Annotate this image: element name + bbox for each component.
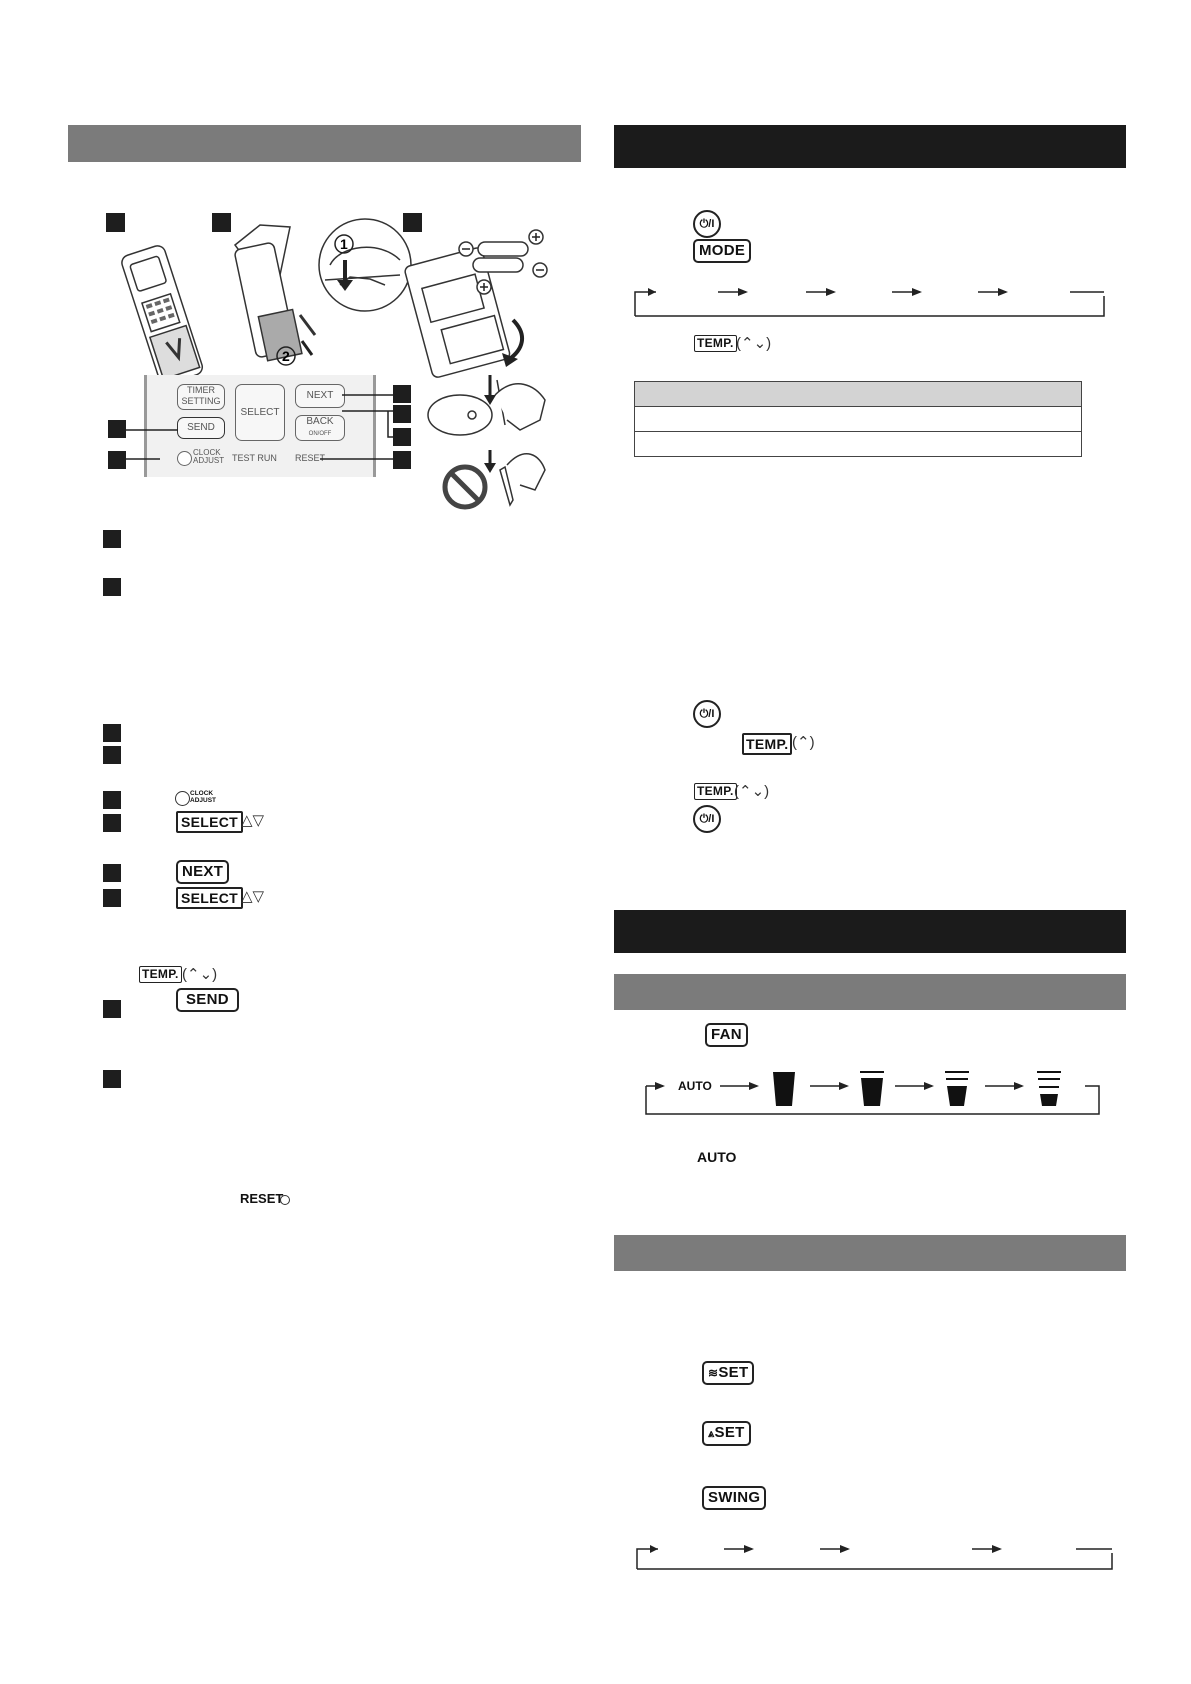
swing-button[interactable]: SWING [702, 1486, 766, 1510]
step-marker-9 [103, 1000, 121, 1018]
keypad-callout-lines [100, 375, 360, 495]
right-section-header [614, 125, 1126, 168]
select-arrows-2: △▽ [241, 888, 265, 905]
temp-button-right-3[interactable]: TEMP. [694, 783, 737, 800]
clock-adjust-inline-circle [175, 791, 190, 806]
swing-cycle-diagram [636, 1543, 1116, 1575]
temp-up-right-2: (⌃) [792, 734, 815, 751]
send-button[interactable]: SEND [176, 988, 239, 1012]
table-header-row [635, 382, 1082, 407]
send-key-label: SEND [187, 422, 215, 433]
mode-button[interactable]: MODE [693, 239, 751, 263]
callout-marker-back [393, 428, 411, 446]
step-marker-5 [103, 791, 121, 809]
right-subsection-header-fan [614, 974, 1126, 1010]
select-arrows-1: △▽ [241, 812, 265, 829]
table-row [635, 407, 1082, 432]
step-marker-3 [103, 724, 121, 742]
reset-hole-icon [280, 1195, 290, 1205]
battery-insert-illustration [418, 225, 568, 375]
table-header-cell [635, 382, 1082, 407]
fan-cycle-auto-label: AUTO [678, 1079, 712, 1093]
step-marker-2 [103, 578, 121, 596]
table-cell [635, 432, 1082, 457]
horizontal-set-button[interactable] [702, 1421, 751, 1446]
timer-setting-key-label: TIMER SETTING [181, 385, 221, 406]
vertical-set-button[interactable] [702, 1361, 754, 1385]
callout-marker-send [108, 420, 126, 438]
remote-hand-illustration [220, 215, 420, 365]
next-key-label: NEXT [306, 390, 334, 401]
right-subsection-header-airflow [614, 1235, 1126, 1271]
step-marker-6 [103, 814, 121, 832]
temp-button-right-2[interactable]: TEMP. [742, 733, 792, 755]
pen-reset-illustration [425, 375, 555, 515]
remote-cover-illustration [110, 240, 230, 390]
step-marker-7 [103, 864, 121, 882]
step-2-label: 2 [282, 348, 290, 364]
temp-arrows-right-3: (⌃⌄) [734, 783, 770, 800]
fan-speed-cycle-diagram [645, 1068, 1105, 1120]
power-button-1[interactable]: ⏻/I [693, 210, 721, 238]
left-section-header [68, 125, 581, 162]
vertical-airflow-icon: ≋ [708, 1366, 719, 1380]
callout-marker-reset [393, 451, 411, 469]
select-button-1[interactable]: SELECT [176, 811, 243, 833]
step-marker-8 [103, 889, 121, 907]
power-button-2[interactable]: ⏻/I [693, 700, 721, 728]
select-button-2[interactable]: SELECT [176, 887, 243, 909]
clock-adjust-text: CLOCK ADJUST [193, 448, 225, 465]
next-button[interactable]: NEXT [176, 860, 229, 884]
vertical-set-label: SET [718, 1364, 749, 1381]
temp-button-right-1[interactable]: TEMP. [694, 335, 737, 352]
right-section-header-2 [614, 910, 1126, 953]
power-button-3[interactable]: ⏻/I [693, 805, 721, 833]
temperature-range-table [634, 381, 1082, 457]
table-row [635, 432, 1082, 457]
back-key-label: BACK [306, 416, 334, 427]
test-run-text: TEST RUN [232, 453, 277, 463]
step-marker-4 [103, 746, 121, 764]
callout-marker-select [393, 405, 411, 423]
figure-marker-a [106, 213, 125, 232]
step-marker-10 [103, 1070, 121, 1088]
step-marker-1 [103, 530, 121, 548]
reset-text: RESET [295, 453, 326, 463]
table-cell [635, 407, 1082, 432]
back-key-sublabel: ON/OFF [308, 431, 332, 437]
temp-arrows-right-1: (⌃⌄) [736, 335, 772, 352]
auto-label: AUTO [697, 1149, 737, 1165]
clock-adjust-inline-text: CLOCK ADJUST [190, 790, 217, 804]
step-1-label: 1 [340, 236, 348, 252]
mode-cycle-diagram [634, 286, 1114, 322]
fan-button[interactable]: FAN [705, 1023, 748, 1047]
horizontal-set-label: SET [714, 1424, 745, 1441]
callout-marker-clock [108, 451, 126, 469]
horizontal-airflow-icon: ⩓ [708, 1428, 715, 1440]
temp-arrows-left: (⌃⌄) [182, 966, 218, 983]
temp-button-left[interactable]: TEMP. [139, 966, 182, 983]
reset-button[interactable]: RESET [240, 1191, 284, 1206]
callout-marker-next [393, 385, 411, 403]
select-key-label: SELECT [240, 407, 280, 418]
